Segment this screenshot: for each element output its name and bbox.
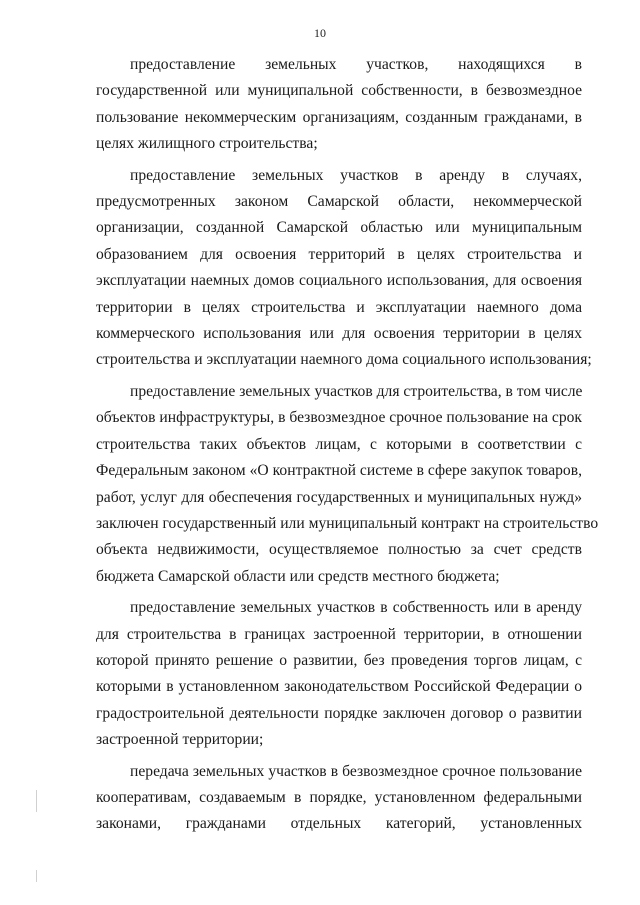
text-line: кооперативам, создаваемым в порядке, установленном федеральными <box>96 788 582 806</box>
text-line: которой принято решение о развитии, без проведения торгов лицам, с <box>96 651 582 669</box>
paragraph-2 <box>96 163 592 374</box>
text-line: организации, созданной Самарской областью или муниципальным <box>96 219 582 237</box>
text-line: работ, услуг для обеспечения государственных и муниципальных нужд» <box>96 488 582 506</box>
text-line: предоставление земельных участков, находящихся в <box>130 56 582 73</box>
text-line: пользование некоммерческим организациям, созданным гражданами, в <box>96 108 582 126</box>
text-line: заключен государственный или муниципальный контракт на строительство <box>96 514 599 532</box>
text-line: строительства и эксплуатации наемного дома социального использования; <box>96 351 592 369</box>
text-line: Федеральным законом «О контрактной системе в сфере закупок товаров, <box>96 462 582 480</box>
text-line: государственной или муниципальной собственности, в безвозмездное <box>96 82 582 100</box>
text-line: строительства таких объектов лицам, с которыми в соответствии с <box>96 435 582 453</box>
text-line: для строительства в границах застроенной территории, в отношении <box>96 625 582 643</box>
scan-artifact <box>36 870 37 882</box>
text-line: объектов инфраструктуры, в безвозмездное срочное пользование на срок <box>96 409 582 427</box>
text-line: эксплуатации наемных домов социального использования, для освоения <box>96 272 582 290</box>
text-line: территории в целях строительства и эксплуатации наемного дома <box>96 298 582 316</box>
text-line: бюджета Самарской области или средств местного бюджета; <box>96 567 500 585</box>
text-line: предусмотренных законом Самарской области, некоммерческой <box>96 193 582 211</box>
text-line: образованием для освоения территорий в целях строительства и <box>96 245 582 263</box>
text-line: законами, гражданами отдельных категорий, установленных <box>96 815 582 833</box>
scan-artifact <box>36 790 37 812</box>
paragraph-4 <box>96 595 582 753</box>
document-body <box>96 52 599 838</box>
text-line: которыми в установленном законодательством Российской Федерации о <box>96 678 582 696</box>
text-line: градостроительной деятельности порядке заключен договор о развитии <box>96 704 582 722</box>
text-line: предоставление земельных участков в собственность или в аренду <box>130 599 582 617</box>
text-line: коммерческого использования или для освоения территории в целях <box>96 325 582 343</box>
paragraph-3 <box>96 379 599 590</box>
paragraph-1 <box>96 52 582 158</box>
page-number: 10 <box>314 26 326 40</box>
text-line: предоставление земельных участков в аренду в случаях, <box>130 166 582 184</box>
paragraph-5 <box>96 759 582 838</box>
text-line: объекта недвижимости, осуществляемое полностью за счет средств <box>96 541 582 559</box>
text-line: предоставление земельных участков для строительства, в том числе <box>130 382 583 400</box>
text-line: застроенной территории; <box>96 731 264 749</box>
text-line: передача земельных участков в безвозмездное срочное пользование <box>130 762 582 780</box>
text-line: целях жилищного строительства; <box>96 135 318 153</box>
